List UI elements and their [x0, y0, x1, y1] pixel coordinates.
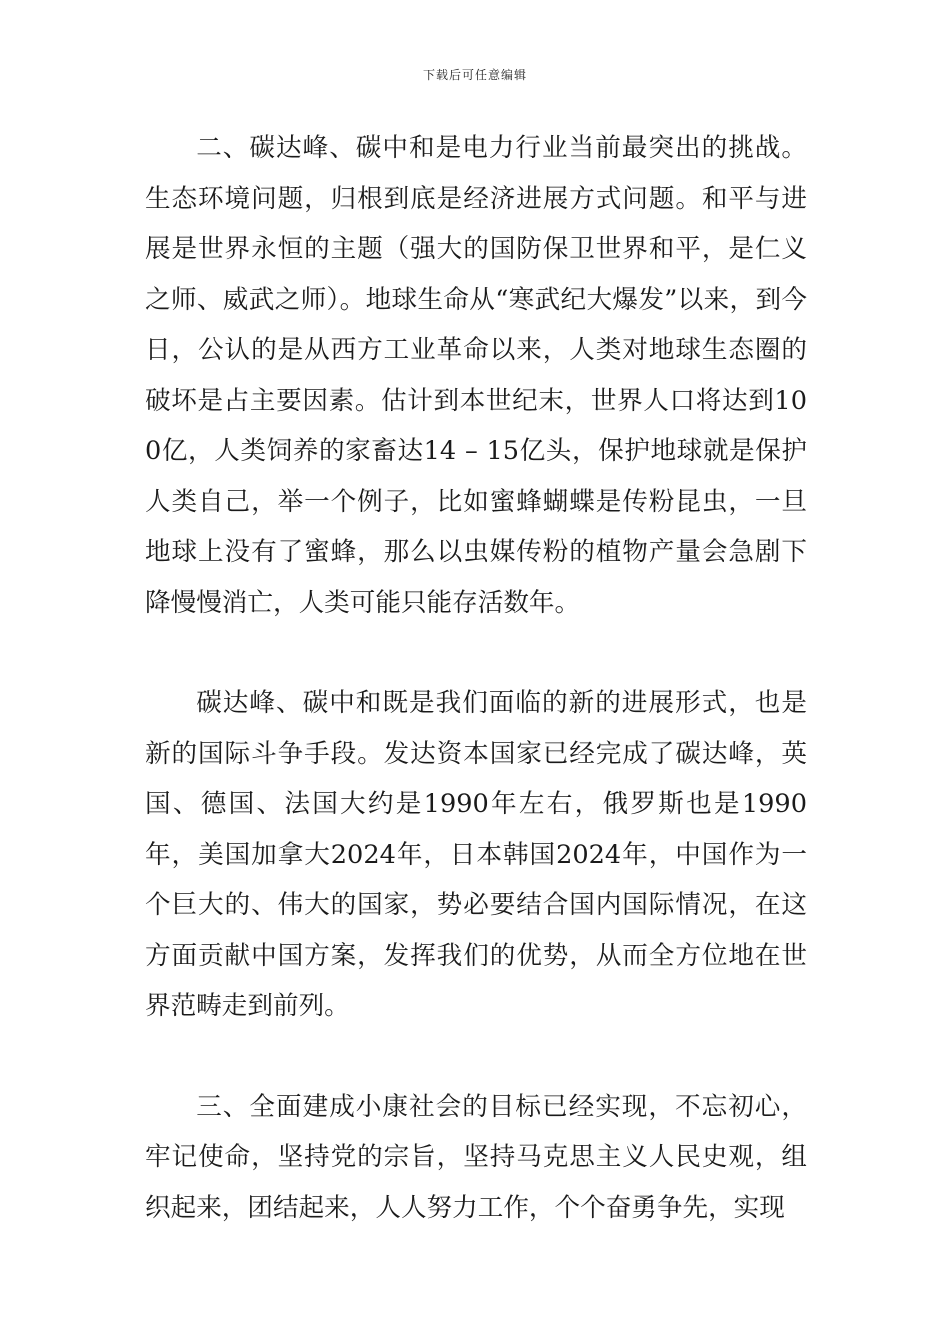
body-text: [145, 123, 807, 1233]
paragraph-2: 碳达峰、碳中和既是我们面临的新的进展形式，也是新的国际斗争手段。发达资本国家已经完成了碳达峰，英国、德国、法国大约是1990年左右，俄罗斯也是1990年，美国加拿大2024年，日本韩国2024年，中国作为一个巨大的、伟大的国家，势必要结合国内国际情况，在这方面贡献中国方案，发挥我们的优势，从而全方位地在世界范畴走到前列。: [145, 688, 807, 1021]
paragraph-3: 三、全面建成小康社会的目标已经实现，不忘初心，牢记使命，坚持党的宗旨，坚持马克思主义人民史观，组织起来，团结起来，人人努力工作，个个奋勇争先，实现: [145, 1091, 807, 1223]
header-note: 下载后可任意编辑: [422, 68, 527, 82]
paragraph-1: 二、碳达峰、碳中和是电力行业当前最突出的挑战。生态环境问题，归根到底是经济进展方式问题。和平与进展是世界永恒的主题（强大的国防保卫世界和平，是仁义之师、威武之师）。地球生命从“寒武纪大爆发”以来，到今日，公认的是从西方工业革命以来，人类对地球生态圈的破坏是占主要因素。估计到本世纪末，世界人口将达到100亿，人类饲养的家畜达14 – 15亿头，保护地球就是保护人类自己，举一个例子，比如蜜蜂蝴蝶是传粉昆虫，一旦地球上没有了蜜蜂，那么以虫媒传粉的植物产量会急剧下降慢慢消亡，人类可能只能存活数年。: [145, 133, 807, 618]
